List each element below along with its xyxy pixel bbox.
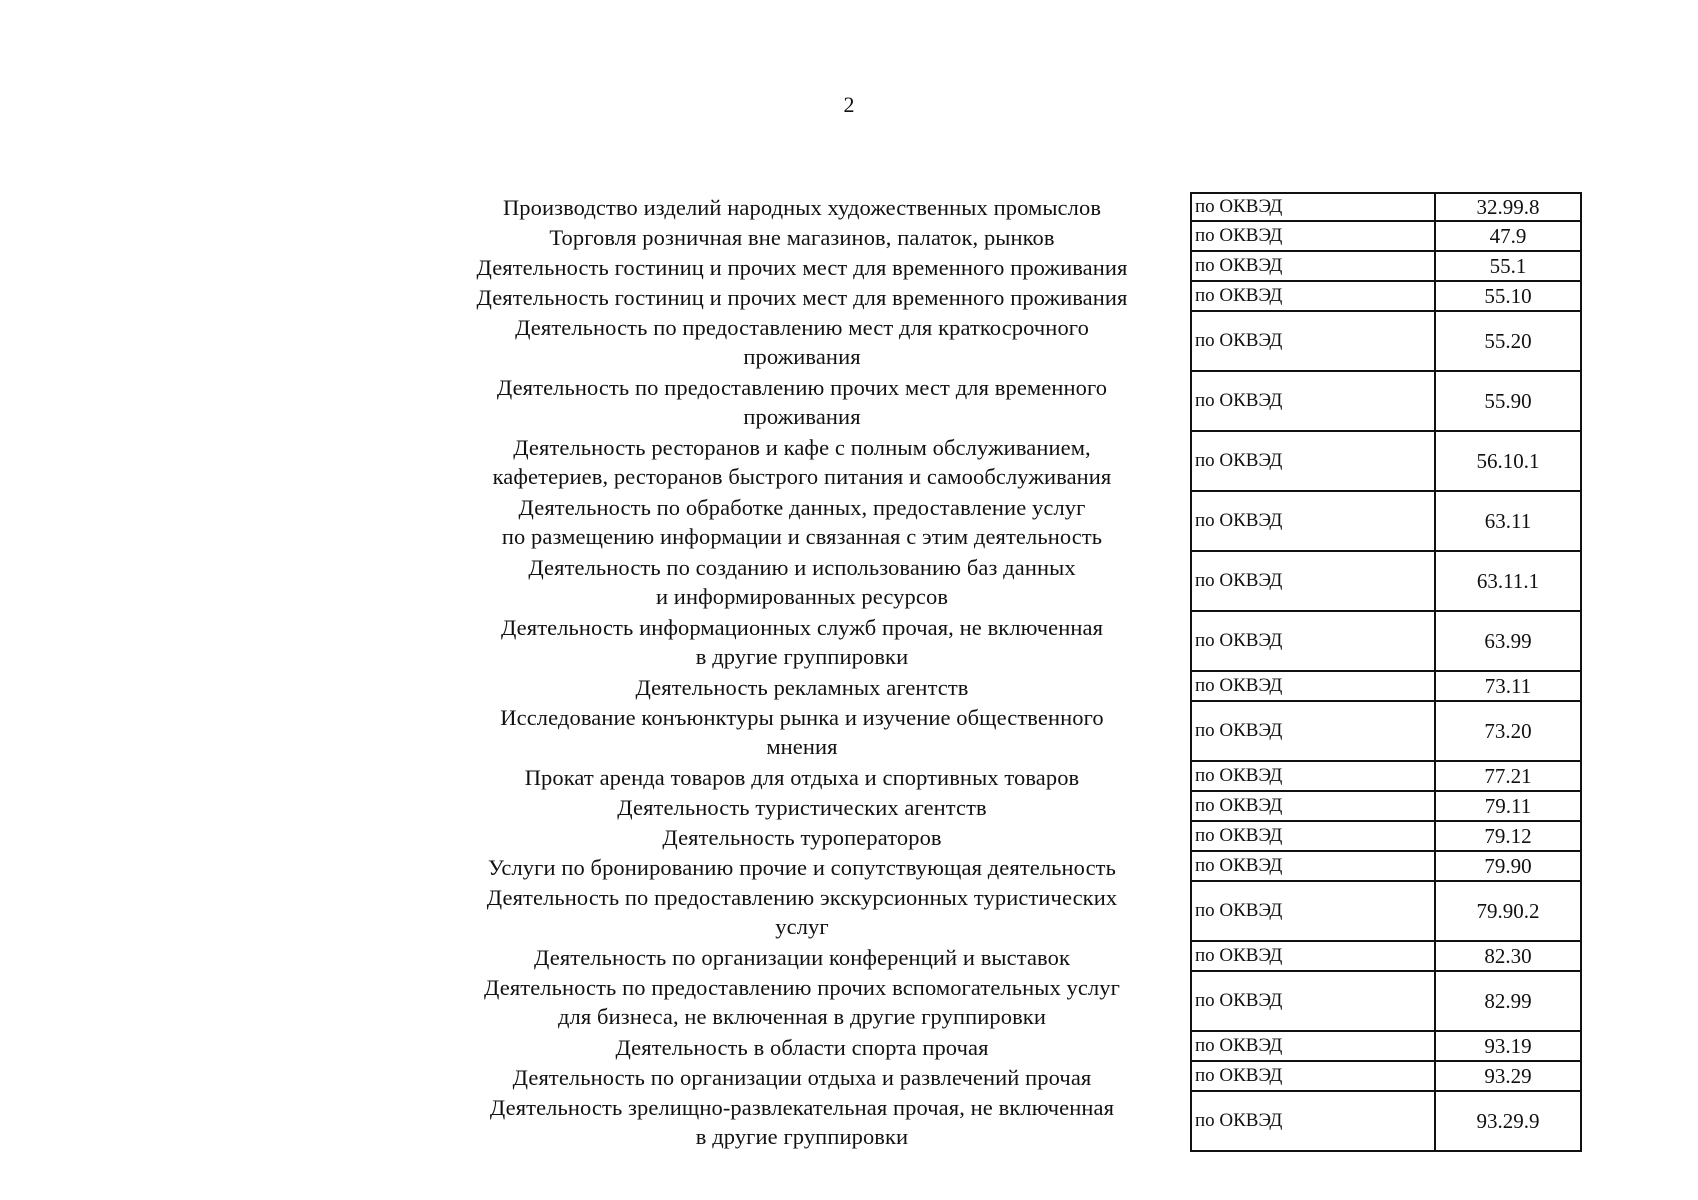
activity-name: Деятельность по организации отдыха и развлечений прочая <box>512 1064 1092 1090</box>
code-cells <box>1190 852 1582 882</box>
activity-name: Деятельность по предоставлению экскурсионных туристических услуг <box>486 885 1118 939</box>
table-row <box>418 432 1582 492</box>
okved-code: 79.90.2 <box>1476 898 1540 923</box>
table-row <box>418 1032 1582 1062</box>
okved-code: 82.99 <box>1484 988 1532 1013</box>
code-cells <box>1190 552 1582 612</box>
table-row <box>418 312 1582 372</box>
classifier-label: по ОКВЭД <box>1192 222 1436 250</box>
classifier-label: по ОКВЭД <box>1192 1092 1436 1150</box>
okved-code: 47.9 <box>1489 223 1527 248</box>
table-row <box>418 1092 1582 1152</box>
classifier-label: по ОКВЭД <box>1192 372 1436 430</box>
okved-code: 93.29 <box>1484 1063 1532 1088</box>
activity-name: Деятельность рекламных агентств <box>635 674 969 700</box>
table-row <box>418 372 1582 432</box>
code-cells <box>1190 192 1582 222</box>
activity-name: Деятельность в области спорта прочая <box>615 1034 989 1060</box>
activity-name: Услуги по бронированию прочие и сопутствующая деятельность <box>488 854 1116 880</box>
code-cells <box>1190 282 1582 312</box>
okved-code: 93.29.9 <box>1476 1108 1540 1133</box>
classifier-label: по ОКВЭД <box>1192 282 1436 310</box>
table-row <box>418 282 1582 312</box>
activity-name: Деятельность по созданию и использованию баз данных и информированных ресурсов <box>528 555 1076 609</box>
okved-code: 55.10 <box>1484 283 1532 308</box>
code-cells <box>1190 222 1582 252</box>
table-row <box>418 1062 1582 1092</box>
classifier-label: по ОКВЭД <box>1192 194 1436 220</box>
table-row <box>418 972 1582 1032</box>
okved-code: 56.10.1 <box>1476 448 1540 473</box>
code-cells <box>1190 612 1582 672</box>
table-row <box>418 762 1582 792</box>
activity-name: Деятельность зрелищно-развлекательная прочая, не включенная в другие группировки <box>489 1095 1115 1149</box>
activity-name: Торговля розничная вне магазинов, палаток, рынков <box>549 224 1055 250</box>
code-cells <box>1190 882 1582 942</box>
okved-code: 63.99 <box>1484 628 1532 653</box>
code-cells <box>1190 1062 1582 1092</box>
table-row <box>418 672 1582 702</box>
activity-name: Деятельность гостиниц и прочих мест для временного проживания <box>476 284 1128 310</box>
code-cells <box>1190 672 1582 702</box>
activity-name: Деятельность по предоставлению прочих вспомогательных услуг для бизнеса, не включенная в другие группировки <box>484 975 1120 1029</box>
activity-name: Деятельность по предоставлению мест для краткосрочного проживания <box>515 315 1089 369</box>
activity-name: Деятельность ресторанов и кафе с полным обслуживанием, кафетериев, ресторанов быстрого питания и самообслуживания <box>492 435 1112 489</box>
classifier-label: по ОКВЭД <box>1192 312 1436 370</box>
classifier-label: по ОКВЭД <box>1192 552 1436 610</box>
activity-name: Деятельность по организации конференций и выставок <box>534 944 1070 970</box>
code-cells <box>1190 1092 1582 1152</box>
okved-code: 73.20 <box>1484 718 1532 743</box>
table-row <box>418 702 1582 762</box>
activity-name: Деятельность туроператоров <box>662 824 942 850</box>
activity-name: Деятельность гостиниц и прочих мест для временного проживания <box>476 254 1128 280</box>
code-cells <box>1190 792 1582 822</box>
table-row <box>418 942 1582 972</box>
okved-code: 93.19 <box>1484 1033 1532 1058</box>
activity-name: Производство изделий народных художественных промыслов <box>502 194 1102 220</box>
table-row <box>418 822 1582 852</box>
classifier-label: по ОКВЭД <box>1192 252 1436 280</box>
okved-code: 77.21 <box>1484 763 1532 788</box>
code-cells <box>1190 312 1582 372</box>
code-cells <box>1190 762 1582 792</box>
okved-code: 79.12 <box>1484 823 1532 848</box>
classifier-label: по ОКВЭД <box>1192 702 1436 760</box>
classifier-label: по ОКВЭД <box>1192 972 1436 1030</box>
okved-code: 82.30 <box>1484 943 1532 968</box>
okved-code: 63.11 <box>1484 508 1532 533</box>
code-cells <box>1190 1032 1582 1062</box>
activity-name: Прокат аренда товаров для отдыха и спортивных товаров <box>524 764 1080 790</box>
code-cells <box>1190 252 1582 282</box>
code-cells <box>1190 432 1582 492</box>
table-row <box>418 882 1582 942</box>
table-row <box>418 792 1582 822</box>
code-cells <box>1190 942 1582 972</box>
okved-code: 73.11 <box>1484 673 1532 698</box>
classifier-label: по ОКВЭД <box>1192 792 1436 820</box>
classifier-label: по ОКВЭД <box>1192 882 1436 940</box>
activity-name: Исследование конъюнктуры рынка и изучение общественного мнения <box>500 705 1104 759</box>
activity-name: Деятельность туристических агентств <box>617 794 987 820</box>
table-row <box>418 192 1582 222</box>
classifier-label: по ОКВЭД <box>1192 612 1436 670</box>
classifier-label: по ОКВЭД <box>1192 432 1436 490</box>
code-cells <box>1190 702 1582 762</box>
okved-activity-table <box>418 192 1582 1152</box>
classifier-label: по ОКВЭД <box>1192 492 1436 550</box>
okved-code: 55.20 <box>1484 328 1532 353</box>
code-cells <box>1190 372 1582 432</box>
classifier-label: по ОКВЭД <box>1192 762 1436 790</box>
activity-name: Деятельность по предоставлению прочих мест для временного проживания <box>496 375 1108 429</box>
classifier-label: по ОКВЭД <box>1192 822 1436 850</box>
table-row <box>418 252 1582 282</box>
table-row <box>418 612 1582 672</box>
okved-code: 79.90 <box>1484 853 1532 878</box>
activity-name: Деятельность информационных служб прочая, не включенная в другие группировки <box>500 615 1104 669</box>
classifier-label: по ОКВЭД <box>1192 672 1436 700</box>
table-row <box>418 492 1582 552</box>
table-row <box>418 852 1582 882</box>
okved-code: 55.1 <box>1489 253 1527 278</box>
table-row <box>418 552 1582 612</box>
classifier-label: по ОКВЭД <box>1192 1032 1436 1060</box>
code-cells <box>1190 492 1582 552</box>
okved-code: 55.90 <box>1484 388 1532 413</box>
classifier-label: по ОКВЭД <box>1192 852 1436 880</box>
okved-code: 32.99.8 <box>1476 194 1540 219</box>
code-cells <box>1190 972 1582 1032</box>
okved-code: 79.11 <box>1484 793 1532 818</box>
classifier-label: по ОКВЭД <box>1192 1062 1436 1090</box>
table-row <box>418 222 1582 252</box>
okved-code: 63.11.1 <box>1476 568 1540 593</box>
page-number: 2 <box>843 92 855 117</box>
classifier-label: по ОКВЭД <box>1192 942 1436 970</box>
activity-name: Деятельность по обработке данных, предоставление услуг по размещению информации и связанная с этим деятельность <box>501 495 1103 549</box>
code-cells <box>1190 822 1582 852</box>
